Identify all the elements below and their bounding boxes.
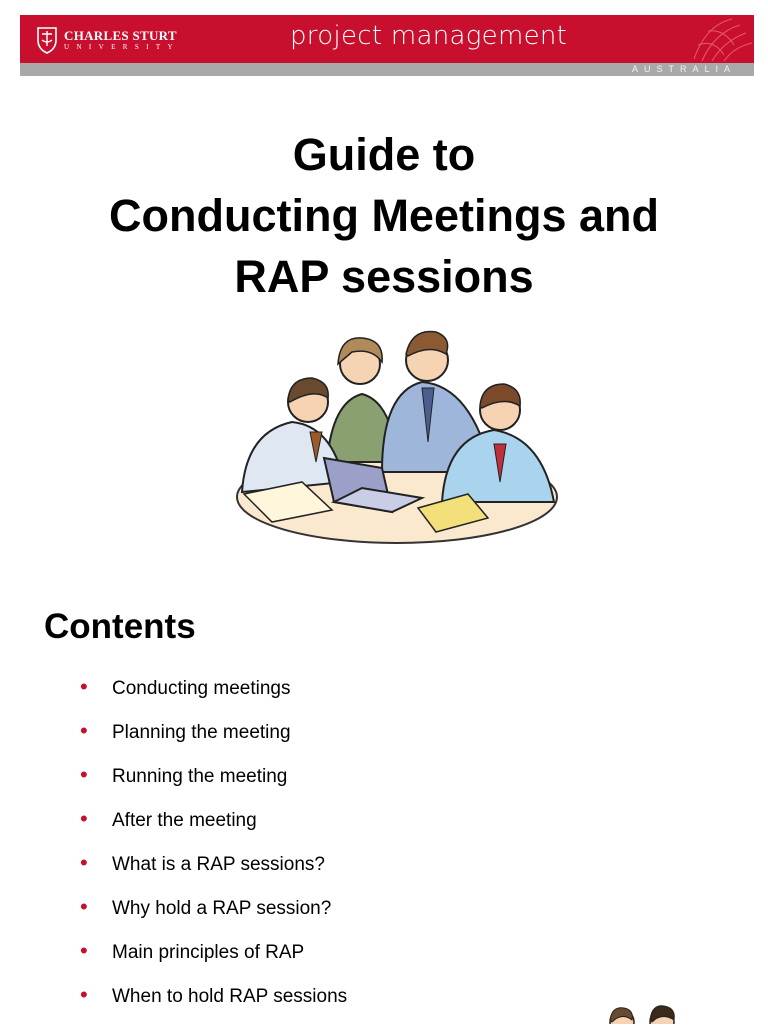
- list-item[interactable]: [80, 852, 347, 896]
- contents-heading: Contents: [44, 607, 196, 646]
- list-item[interactable]: [80, 720, 347, 764]
- university-logo[interactable]: [36, 25, 180, 55]
- bullet-icon: •: [80, 806, 88, 831]
- bullet-icon: •: [80, 894, 88, 919]
- list-item-label: Conducting meetings: [112, 678, 291, 699]
- list-item[interactable]: [80, 808, 347, 852]
- list-item[interactable]: [80, 984, 347, 1028]
- list-item-label: When to hold RAP sessions: [112, 986, 348, 1007]
- header-title: project management: [290, 21, 568, 51]
- bullet-icon: •: [80, 762, 88, 787]
- header-banner: [20, 15, 754, 63]
- title-line: Guide to: [292, 129, 476, 180]
- bullet-icon: •: [80, 718, 88, 743]
- country-label: AUSTRALIA: [631, 64, 736, 74]
- meeting-clipart: [232, 322, 562, 548]
- bullet-icon: •: [80, 850, 88, 875]
- list-item-label: Main principles of RAP: [112, 942, 305, 963]
- list-item[interactable]: [80, 764, 347, 808]
- banner-decoration: [684, 15, 754, 63]
- title-line: Conducting Meetings and: [109, 190, 659, 241]
- list-item-label: What is a RAP sessions?: [112, 854, 325, 875]
- list-item[interactable]: [80, 940, 347, 984]
- bullet-icon: •: [80, 982, 88, 1007]
- bullet-icon: •: [80, 938, 88, 963]
- list-item[interactable]: [80, 676, 347, 720]
- university-name: CHARLES STURT: [64, 27, 177, 43]
- contents-list: [80, 676, 347, 1028]
- list-item[interactable]: [80, 896, 347, 940]
- bullet-icon: •: [80, 674, 88, 699]
- list-item-label: After the meeting: [112, 810, 257, 831]
- list-item-label: Planning the meeting: [112, 722, 291, 743]
- university-sub: UNIVERSITY: [64, 42, 180, 51]
- list-item-label: Running the meeting: [112, 766, 288, 787]
- people-clipart-partial: [600, 1002, 690, 1024]
- crest-icon: [36, 26, 58, 54]
- list-item-label: Why hold a RAP session?: [112, 898, 332, 919]
- document-title: [0, 124, 768, 307]
- header-strip: [20, 63, 754, 76]
- title-line: RAP sessions: [234, 251, 534, 302]
